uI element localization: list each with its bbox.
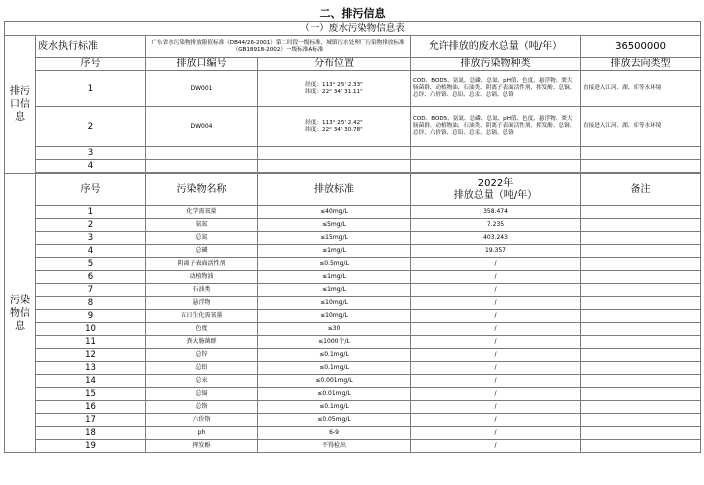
pollutant-row xyxy=(5,427,701,440)
pollutant-total: / xyxy=(411,427,581,440)
pollutant-seq: 18 xyxy=(36,427,146,440)
pollutant-note xyxy=(581,375,701,388)
total-wastewater-value: 36500000 xyxy=(581,36,701,58)
pollutant-total: 7.235 xyxy=(411,219,581,232)
pollutant-seq: 17 xyxy=(36,414,146,427)
outlet-header-location: 分布位置 xyxy=(258,58,411,71)
outlet-destination xyxy=(581,147,701,160)
pollutant-row xyxy=(5,414,701,427)
outlet-location xyxy=(258,147,411,160)
pollutant-row xyxy=(5,375,701,388)
pollutant-name: 总氮 xyxy=(146,232,258,245)
pollutant-name: 阴离子表面活性剂 xyxy=(146,258,258,271)
pollutant-seq: 13 xyxy=(36,362,146,375)
pollutant-seq: 1 xyxy=(36,206,146,219)
outlet-pollutants xyxy=(411,160,581,173)
outlet-header-code: 排放口编号 xyxy=(146,58,258,71)
outlet-row xyxy=(5,107,701,147)
pollutant-header-standard: 排放标准 xyxy=(258,174,411,206)
pollutant-row xyxy=(5,271,701,284)
pollutant-name: 化学需氧量 xyxy=(146,206,258,219)
pollutant-name: 总铅 xyxy=(146,362,258,375)
section-subtitle: （一）废水污染物信息表 xyxy=(5,22,701,36)
pollutant-standard: ≤0.1mg/L xyxy=(258,362,411,375)
outlet-code xyxy=(146,147,258,160)
pollutant-total: / xyxy=(411,284,581,297)
pollutant-total: / xyxy=(411,323,581,336)
pollutant-seq: 11 xyxy=(36,336,146,349)
pollutant-standard: 6-9 xyxy=(258,427,411,440)
pollutant-row xyxy=(5,349,701,362)
outlet-seq: 2 xyxy=(36,107,146,147)
pollutant-row xyxy=(5,388,701,401)
outlet-seq: 3 xyxy=(36,147,146,160)
pollutant-note xyxy=(581,349,701,362)
outlet-location: 经度：113° 25' 2.42" 纬度：22° 34' 30.78" xyxy=(258,107,411,147)
pollutant-note xyxy=(581,310,701,323)
pollutant-total: / xyxy=(411,258,581,271)
outlet-seq: 4 xyxy=(36,160,146,173)
pollutant-note xyxy=(581,271,701,284)
outlet-side-label: 排污口信息 xyxy=(5,36,36,174)
pollutant-note xyxy=(581,427,701,440)
pollutant-row xyxy=(5,232,701,245)
pollutant-standard: ≤0.1mg/L xyxy=(258,349,411,362)
outlet-destination: 直接进入江河、湖、库等水环境 xyxy=(581,107,701,147)
pollutant-total: / xyxy=(411,310,581,323)
pollutant-note xyxy=(581,232,701,245)
pollutant-row xyxy=(5,323,701,336)
pollutant-seq: 4 xyxy=(36,245,146,258)
pollutant-row xyxy=(5,297,701,310)
pollutant-note xyxy=(581,323,701,336)
pollutant-total: / xyxy=(411,388,581,401)
pollutant-name: 石油类 xyxy=(146,284,258,297)
pollutant-total: / xyxy=(411,297,581,310)
outlet-destination: 直接进入江河、湖、库等水环境 xyxy=(581,71,701,107)
pollutant-note xyxy=(581,297,701,310)
pollutant-name: 悬浮物 xyxy=(146,297,258,310)
outlet-destination xyxy=(581,160,701,173)
pollutant-note xyxy=(581,362,701,375)
total-wastewater-label: 允许排放的废水总量（吨/年） xyxy=(411,36,581,58)
pollutant-standard: ≤30 xyxy=(258,323,411,336)
pollutant-standard: ≤0.01mg/L xyxy=(258,388,411,401)
pollutant-total: / xyxy=(411,440,581,453)
outlet-seq: 1 xyxy=(36,71,146,107)
pollutant-seq: 14 xyxy=(36,375,146,388)
pollutant-name: 色度 xyxy=(146,323,258,336)
pollutant-row xyxy=(5,258,701,271)
pollutant-seq: 5 xyxy=(36,258,146,271)
pollutant-standard: ≤0.05mg/L xyxy=(258,414,411,427)
outlet-location xyxy=(258,160,411,173)
pollutant-note xyxy=(581,388,701,401)
pollutant-standard: ≤10mg/L xyxy=(258,310,411,323)
outlet-header-destination: 排放去向类型 xyxy=(581,58,701,71)
pollutant-header-total: 2022年 排放总量（吨/年） xyxy=(411,174,581,206)
pollutant-note xyxy=(581,284,701,297)
pollutant-row xyxy=(5,362,701,375)
pollutant-standard: ≤0.1mg/L xyxy=(258,401,411,414)
outlet-pollutants xyxy=(411,147,581,160)
pollutant-note xyxy=(581,219,701,232)
pollutant-standard: ≤15mg/L xyxy=(258,232,411,245)
pollutant-header-note: 备注 xyxy=(581,174,701,206)
pollutant-row xyxy=(5,440,701,453)
outlet-header-seq: 序号 xyxy=(36,58,146,71)
outlet-pollutants: COD、BOD5、氨氮、总磷、总氮、pH值、色度、悬浮物、粪大肠菌群、动植物油、石油类、阴离子表面活性剂、挥发酚、总铜、总锌、六价铬、总铅、总汞、总镉、总铬 xyxy=(411,107,581,147)
standard-label: 废水执行标准 xyxy=(36,36,146,58)
pollutant-row xyxy=(5,206,701,219)
outlet-row xyxy=(5,147,701,160)
pollutant-standard: ≤40mg/L xyxy=(258,206,411,219)
wastewater-info-table xyxy=(4,6,701,453)
pollutant-name: 总镉 xyxy=(146,388,258,401)
pollutant-note xyxy=(581,440,701,453)
pollutant-note xyxy=(581,206,701,219)
outlet-row xyxy=(5,160,701,173)
pollutant-standard: 不得检出 xyxy=(258,440,411,453)
pollutant-note xyxy=(581,245,701,258)
pollutant-note xyxy=(581,258,701,271)
pollutant-name: 挥发酚 xyxy=(146,440,258,453)
outlet-header-pollutants: 排放污染物种类 xyxy=(411,58,581,71)
pollutant-header-name: 污染物名称 xyxy=(146,174,258,206)
pollutant-standard: ≤1mg/L xyxy=(258,271,411,284)
pollutant-total: / xyxy=(411,401,581,414)
page-title: 二、排污信息 xyxy=(319,6,386,20)
pollutant-row xyxy=(5,284,701,297)
pollutant-name: 五日生化需氧量 xyxy=(146,310,258,323)
pollutant-seq: 8 xyxy=(36,297,146,310)
pollutant-row xyxy=(5,401,701,414)
outlet-code: DW001 xyxy=(146,71,258,107)
pollutant-row xyxy=(5,336,701,349)
outlet-pollutants: COD、BOD5、氨氮、总磷、总氮、pH值、色度、悬浮物、粪大肠菌群、动植物油、石油类、阴离子表面活性剂、挥发酚、总铜、总锌、六价铬、总铅、总汞、总镉、总铬 xyxy=(411,71,581,107)
pollutant-note xyxy=(581,336,701,349)
pollutant-standard: ≤0.001mg/L xyxy=(258,375,411,388)
pollutant-total: 403.243 xyxy=(411,232,581,245)
pollutant-standard: ≤1000个/L xyxy=(258,336,411,349)
pollutant-name: 动植物油 xyxy=(146,271,258,284)
pollutant-seq: 15 xyxy=(36,388,146,401)
pollutant-name: 粪大肠菌群 xyxy=(146,336,258,349)
pollutant-seq: 12 xyxy=(36,349,146,362)
pollutant-row xyxy=(5,310,701,323)
pollutant-name: 总锌 xyxy=(146,349,258,362)
pollutant-total: / xyxy=(411,349,581,362)
pollutant-seq: 7 xyxy=(36,284,146,297)
pollutant-total: / xyxy=(411,375,581,388)
pollutant-seq: 6 xyxy=(36,271,146,284)
pollutant-standard: ≤5mg/L xyxy=(258,219,411,232)
outlet-code xyxy=(146,160,258,173)
pollutant-standard: ≤10mg/L xyxy=(258,297,411,310)
pollutant-seq: 19 xyxy=(36,440,146,453)
pollutant-name: 总磷 xyxy=(146,245,258,258)
pollutant-total: / xyxy=(411,336,581,349)
pollutant-seq: 10 xyxy=(36,323,146,336)
pollutant-row xyxy=(5,245,701,258)
pollutant-total: 358.474 xyxy=(411,206,581,219)
outlet-location: 经度：113° 25' 2.33" 纬度：22° 34' 31.11" xyxy=(258,71,411,107)
pollutant-standard: ≤0.5mg/L xyxy=(258,258,411,271)
pollutant-standard: ≤1mg/L xyxy=(258,284,411,297)
pollutant-name: ph xyxy=(146,427,258,440)
outlet-row xyxy=(5,71,701,107)
pollutant-seq: 3 xyxy=(36,232,146,245)
pollutant-total: / xyxy=(411,414,581,427)
pollutant-standard: ≤1mg/L xyxy=(258,245,411,258)
pollutant-seq: 9 xyxy=(36,310,146,323)
pollutant-name: 六价铬 xyxy=(146,414,258,427)
pollutant-seq: 2 xyxy=(36,219,146,232)
pollutant-header-seq: 序号 xyxy=(36,174,146,206)
pollutant-total: / xyxy=(411,362,581,375)
pollutant-total: 19.357 xyxy=(411,245,581,258)
pollutant-name: 氨氮 xyxy=(146,219,258,232)
pollutant-total: / xyxy=(411,271,581,284)
standard-value: 广东省水污染物排放限值标准（DB44/26-2001）第二时段一级标准，城镇污水处理厂污染物排放标准（GB18918-2002）一级标准A标准 xyxy=(146,36,411,58)
pollutant-side-label: 污染物信息 xyxy=(5,174,36,453)
pollutant-note xyxy=(581,414,701,427)
pollutant-name: 总汞 xyxy=(146,375,258,388)
outlet-code: DW004 xyxy=(146,107,258,147)
pollutant-name: 总铬 xyxy=(146,401,258,414)
pollutant-row xyxy=(5,219,701,232)
pollutant-note xyxy=(581,401,701,414)
pollutant-seq: 16 xyxy=(36,401,146,414)
